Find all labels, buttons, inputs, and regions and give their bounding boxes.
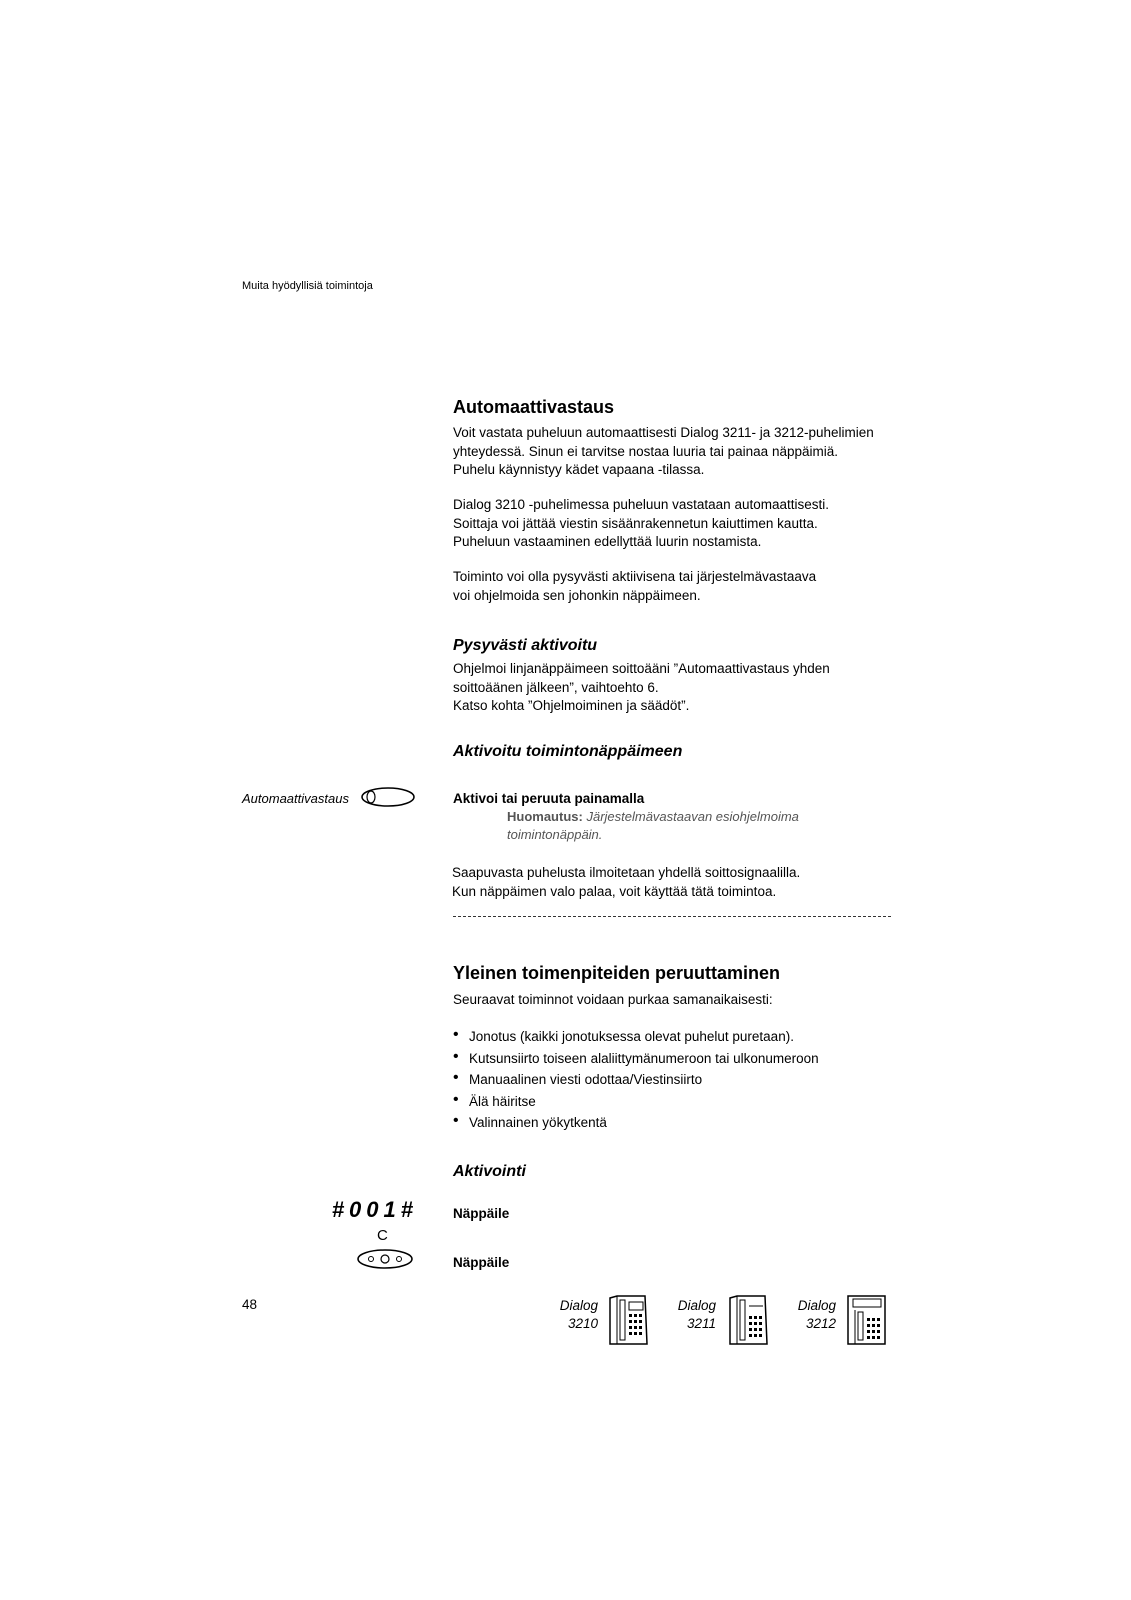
page-number: 48: [242, 1297, 258, 1312]
key-sequence-code: #001#: [331, 1197, 418, 1222]
list-item: • Kutsunsiirto toiseen alaliittymänumeroon tai ulkonumeroon: [453, 1048, 903, 1070]
list-item: • Valinnainen yökytkentä: [453, 1112, 903, 1134]
subsection-title-pysyvasti: Pysyvästi aktivoitu: [453, 637, 598, 654]
note-label: Huomautus:: [507, 809, 583, 824]
paragraph-2: Dialog 3210 -puhelimessa puheluun vastataan automaattisesti. Soittaja voi jättää viestin sisäänrakennetun kaiuttimen kautta. Puheluun vastaaminen edellyttää luurin nostamista.: [453, 497, 829, 549]
model-label-3212: Dialog 3212: [797, 1298, 836, 1331]
list-item: • Manuaalinen viesti odottaa/Viestinsiirto: [453, 1069, 903, 1091]
paragraph-3: Toiminto voi olla pysyvästi aktiivisena tai järjestelmävastaava voi ohjelmoida sen johonkin näppäimeen.: [453, 569, 817, 603]
running-header: Muita hyödyllisiä toimintoja: [242, 280, 373, 292]
model-label-3210: Dialog 3210: [559, 1298, 598, 1331]
clear-key-icon[interactable]: [356, 1248, 414, 1270]
paragraph-after-note: Saapuvasta puhelusta ilmoitetaan yhdellä soittosignaalilla. Kun näppäimen valo palaa, voit käyttää tätä toimintoa.: [452, 865, 801, 899]
cancel-feature-list: [453, 1026, 903, 1134]
instruction-dial-2: Näppäile: [453, 1255, 510, 1270]
section-divider: [453, 916, 891, 917]
section-title-peruuttaminen: Yleinen toimenpiteiden peruuttaminen: [453, 963, 781, 983]
function-key-icon[interactable]: [360, 786, 416, 808]
section2-intro: Seuraavat toiminnot voidaan purkaa samanaikaisesti:: [453, 992, 773, 1007]
section-title-automaattivastaus: Automaattivastaus: [453, 397, 615, 417]
note-block: Huomautus: Järjestelmävastaavan esiohjelmoima toimintonäppäin.: [507, 809, 799, 842]
list-item: • Älä häiritse: [453, 1091, 903, 1113]
model-label-3211: Dialog 3211: [677, 1298, 716, 1331]
instruction-dial-1: Näppäile: [453, 1206, 510, 1221]
instruction-press: Aktivoi tai peruuta painamalla: [453, 791, 645, 806]
function-key-label: Automaattivastaus: [242, 791, 349, 806]
subsection-title-toimintonappain: Aktivoitu toimintonäppäimeen: [453, 743, 683, 760]
phone-3210-icon: [607, 1294, 651, 1346]
clear-key-letter: C: [377, 1227, 388, 1244]
paragraph-1: Voit vastata puheluun automaattisesti Dialog 3211- ja 3212-puhelimien yhteydessä. Sinun ei tarvitse nostaa luuria tai painaa näppäimiä. Puhelu käynnistyy kädet vapaana -tilassa.: [453, 425, 874, 477]
phone-3212-icon: [845, 1294, 889, 1346]
subsection-title-aktivointi: Aktivointi: [453, 1163, 526, 1180]
list-item: • Jonotus (kaikki jonotuksessa olevat puhelut puretaan).: [453, 1026, 903, 1048]
subsection-paragraph-pysyvasti: Ohjelmoi linjanäppäimeen soittoääni ”Automaattivastaus yhden soittoäänen jälkeen”, vaihtoehto 6. Katso kohta ”Ohjelmoiminen ja säädöt”.: [453, 661, 830, 713]
phone-3211-icon: [727, 1294, 771, 1346]
